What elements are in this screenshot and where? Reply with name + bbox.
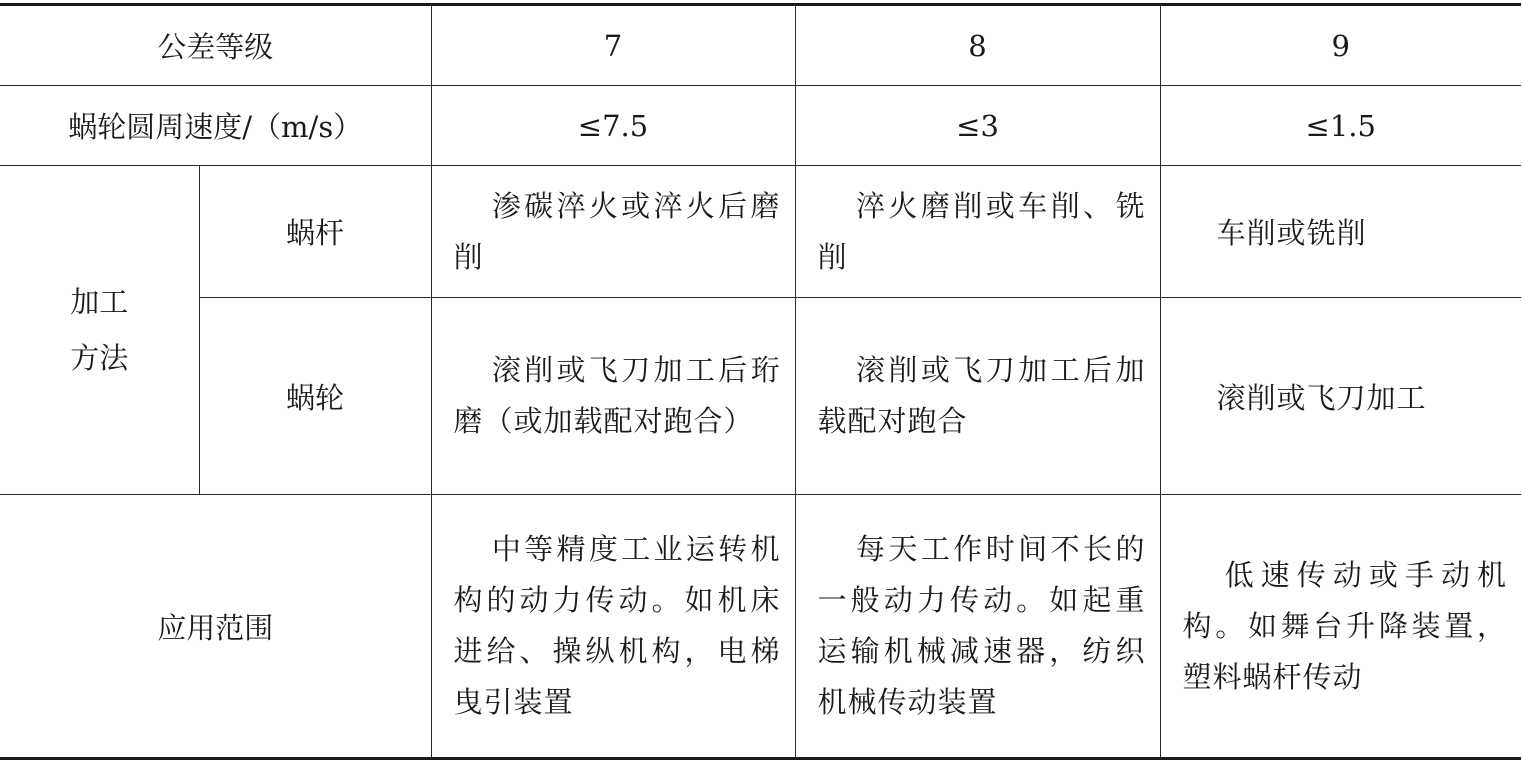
- application-row: [0, 495, 1521, 759]
- worm-method-grade-7: 渗碳淬火或淬火后磨削: [431, 166, 795, 298]
- header-row: [0, 5, 1521, 86]
- worm-method-row: [0, 166, 1521, 298]
- application-grade-8: 每天工作时间不长的一般动力传动。如起重运输机械减速器，纺织机械传动装置: [795, 495, 1160, 759]
- wheel-method-grade-7: 滚削或飞刀加工后珩磨（或加载配对跑合）: [431, 298, 795, 495]
- speed-grade-9: ≤1.5: [1160, 86, 1521, 166]
- wheel-method-grade-9: 滚削或飞刀加工: [1160, 298, 1521, 495]
- application-label: 应用范围: [0, 495, 431, 759]
- worm-method-grade-8: 淬火磨削或车削、铣削: [795, 166, 1160, 298]
- application-grade-9: 低速传动或手动机构。如舞台升降装置，塑料蜗杆传动: [1160, 495, 1521, 759]
- grade-8-header: 8: [795, 5, 1160, 86]
- speed-grade-8: ≤3: [795, 86, 1160, 166]
- wheel-method-grade-8: 滚削或飞刀加工后加载配对跑合: [795, 298, 1160, 495]
- speed-grade-7: ≤7.5: [431, 86, 795, 166]
- worm-gear-tolerance-table: [0, 3, 1521, 760]
- wheel-label: 蜗轮: [199, 298, 431, 495]
- application-grade-7: 中等精度工业运转机构的动力传动。如机床进给、操纵机构，电梯曳引装置: [431, 495, 795, 759]
- processing-method-label-line1: 加工: [70, 285, 129, 319]
- grade-7-header: 7: [431, 5, 795, 86]
- processing-method-label: [0, 166, 199, 495]
- speed-row: [0, 86, 1521, 166]
- speed-label: 蜗轮圆周速度/（m/s）: [0, 86, 431, 166]
- processing-method-label-line2: 方法: [70, 341, 129, 375]
- worm-label: 蜗杆: [199, 166, 431, 298]
- tolerance-grade-label: 公差等级: [0, 5, 431, 86]
- grade-9-header: 9: [1160, 5, 1521, 86]
- wheel-method-row: [0, 298, 1521, 495]
- worm-method-grade-9: 车削或铣削: [1160, 166, 1521, 298]
